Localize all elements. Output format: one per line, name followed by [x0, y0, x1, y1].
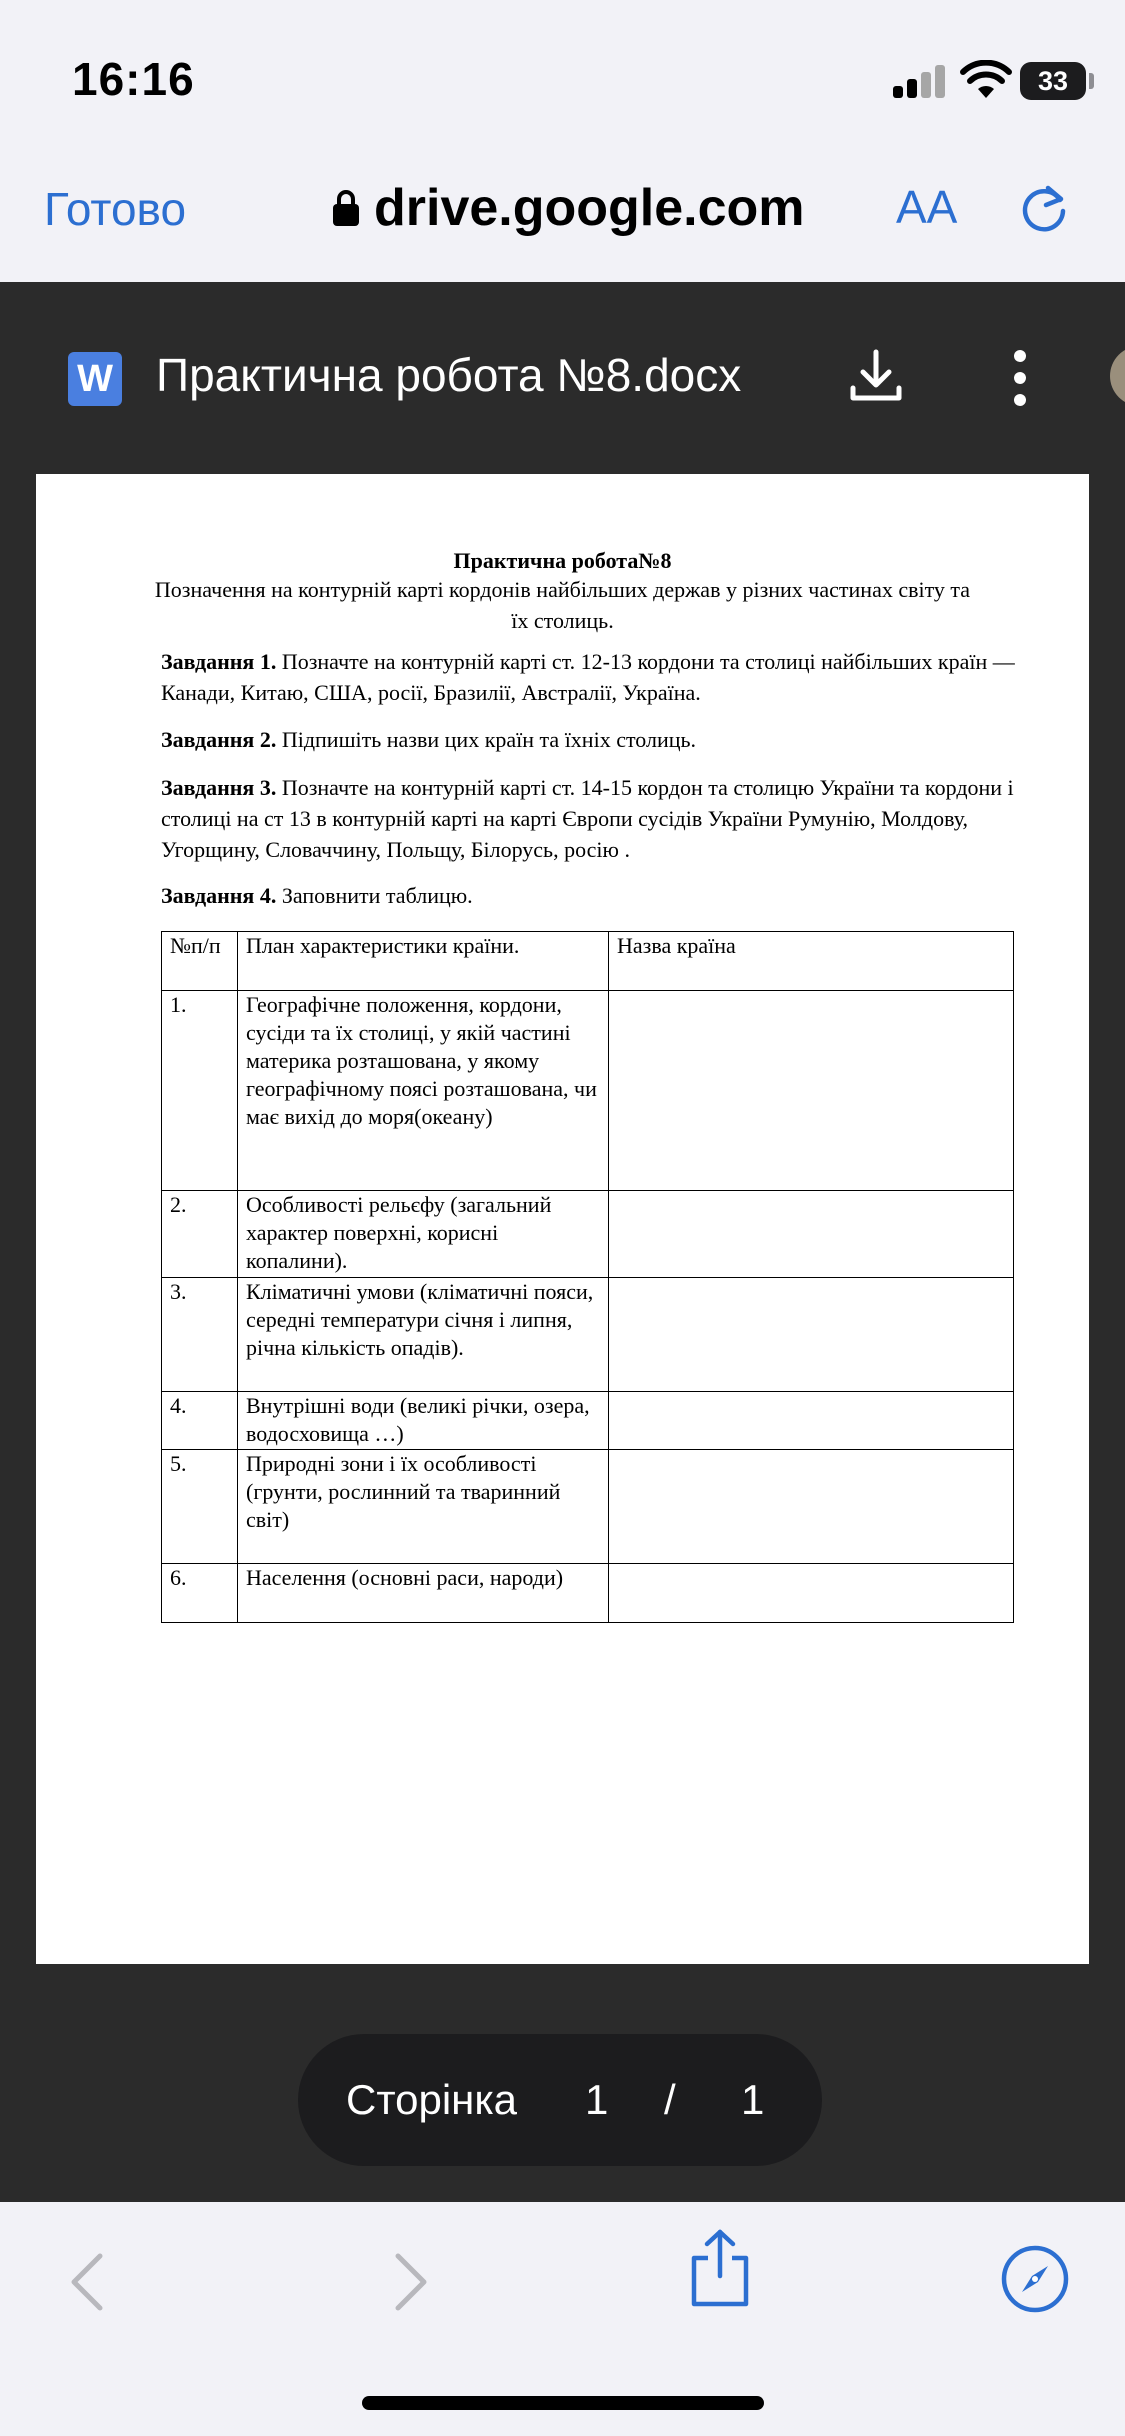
current-page: 1 — [585, 2076, 609, 2123]
browser-bar — [0, 150, 1125, 282]
task-text: Позначте на контурній карті ст. 12-13 кордони та столиці найбільших країн — Канади, Китаю, США, росії, Бразилії, Австралії, Україна. — [161, 649, 1015, 705]
row-number: 2. — [162, 1191, 238, 1278]
download-icon[interactable] — [846, 346, 906, 406]
row-plan: Географічне положення, кордони, сусіди та їх столиці, у якій частині материка розташована, у якому географічному поясі розташована, чи має вихід до моря(океану) — [238, 991, 609, 1191]
text-size-button[interactable]: AA — [896, 181, 958, 233]
row-number: 1. — [162, 991, 238, 1191]
url-text[interactable]: drive.google.com — [374, 179, 805, 237]
word-file-icon: W — [68, 352, 122, 406]
cellular-signal-icon — [893, 64, 945, 98]
battery-icon: 33 — [1020, 62, 1086, 100]
viewer-header — [0, 282, 1125, 472]
row-country — [609, 1191, 1014, 1278]
row-number: 3. — [162, 1278, 238, 1392]
document-title: Практична робота№8 — [453, 548, 672, 573]
page-separator: / — [664, 2076, 676, 2123]
row-country — [609, 1450, 1014, 1564]
table-row — [162, 991, 1014, 1191]
status-time: 16:16 — [72, 53, 195, 105]
more-options-icon[interactable] — [1005, 348, 1035, 408]
table-row — [162, 1392, 1014, 1450]
row-plan: Внутрішні води (великі річки, озера, водосховища …) — [238, 1392, 609, 1450]
document-page — [36, 474, 1089, 1964]
battery-cap — [1089, 73, 1094, 89]
task-text: Позначте на контурній карті ст. 14-15 кордон та столицю України та кордони і столиці на ст 13 в контурній карті на карті Європи сусідів України Румунію, Молдову, Угорщину, Словаччину, Польщу, Білорусь, росію . — [161, 775, 1014, 862]
done-button[interactable]: Готово — [44, 183, 187, 235]
row-country — [609, 1278, 1014, 1392]
table-row — [162, 1191, 1014, 1278]
table-header-cell: План характеристики країни. — [238, 932, 609, 991]
home-indicator[interactable] — [362, 2396, 764, 2410]
wifi-icon — [960, 60, 1012, 100]
row-number: 6. — [162, 1564, 238, 1623]
task-4 — [161, 880, 1021, 911]
row-country — [609, 991, 1014, 1191]
reload-icon[interactable] — [1016, 180, 1072, 236]
characteristics-table — [161, 931, 1014, 1623]
task-label: Завдання 2. — [161, 727, 277, 752]
table-row — [162, 1278, 1014, 1392]
row-number: 5. — [162, 1450, 238, 1564]
row-country — [609, 1392, 1014, 1450]
total-pages: 1 — [741, 2076, 765, 2123]
row-plan: Особливості рельєфу (загальний характер поверхні, корисні копалини). — [238, 1191, 609, 1278]
task-text: Підпишіть назви цих країн та їхніх столиць. — [276, 727, 697, 752]
lock-icon — [332, 189, 360, 227]
table-header-row — [162, 932, 1014, 991]
file-title: Практична робота №8.docx — [156, 349, 742, 401]
status-bar — [0, 0, 1125, 150]
table-header-cell: №п/п — [162, 932, 238, 991]
task-text: Заповнити таблицю. — [276, 883, 473, 908]
compass-icon[interactable] — [1000, 2244, 1070, 2314]
row-plan: Природні зони і їх особливості (грунти, рослинний та тваринний світ) — [238, 1450, 609, 1564]
task-1 — [161, 646, 1021, 708]
task-2 — [161, 724, 1021, 755]
address-bar[interactable] — [332, 178, 805, 238]
table-header-cell: Назва країна — [609, 932, 1014, 991]
document-subtitle: Позначення на контурній карті кордонів найбільших держав у різних частинах світу та їх столиць. — [154, 577, 971, 633]
table-row — [162, 1450, 1014, 1564]
back-icon[interactable] — [56, 2250, 120, 2314]
forward-icon[interactable] — [378, 2250, 442, 2314]
page-indicator — [298, 2034, 822, 2166]
page-indicator-label: Сторінка — [346, 2076, 517, 2123]
task-3 — [161, 772, 1021, 865]
row-number: 4. — [162, 1392, 238, 1450]
avatar[interactable] — [1110, 346, 1125, 406]
task-label: Завдання 1. — [161, 649, 277, 674]
share-icon[interactable] — [686, 2228, 754, 2308]
document-viewer — [0, 282, 1125, 2202]
task-label: Завдання 4. — [161, 883, 277, 908]
task-label: Завдання 3. — [161, 775, 277, 800]
row-plan: Населення (основні раси, народи) — [238, 1564, 609, 1623]
table-row — [162, 1564, 1014, 1623]
row-plan: Кліматичні умови (кліматичні пояси, середні температури січня і липня, річна кількість опадів). — [238, 1278, 609, 1392]
row-country — [609, 1564, 1014, 1623]
